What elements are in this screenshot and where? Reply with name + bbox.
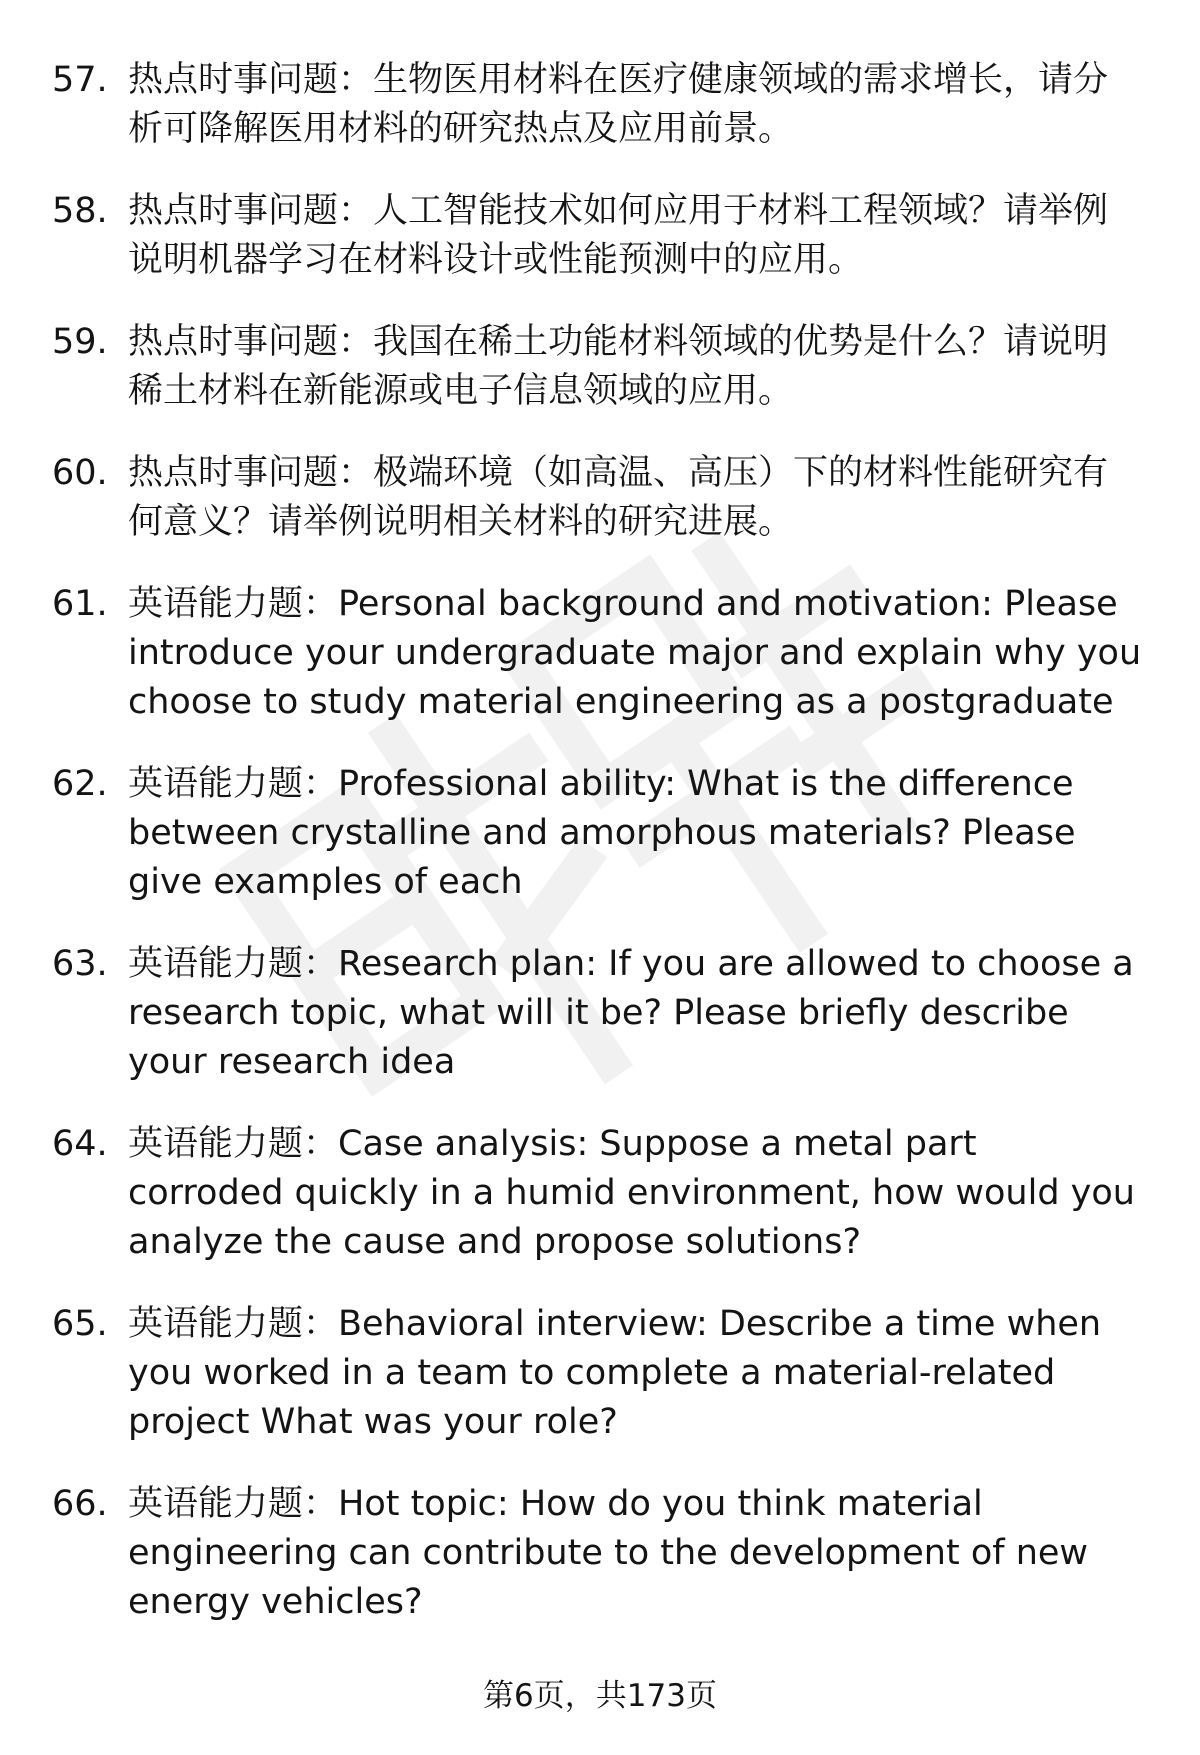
question-text: 英语能力题：Behavioral interview: Describe a time when you worked in a team to complete a material-related project What was your role? — [128, 1304, 1102, 1442]
question-number: 65. — [52, 1304, 108, 1344]
question-item — [52, 318, 1142, 416]
question-item — [52, 1120, 1142, 1267]
question-number: 59. — [52, 322, 108, 362]
question-text: 热点时事问题：极端环境（如高温、高压）下的材料性能研究有何意义？请举例说明相关材料的研究进展。 — [128, 453, 1109, 542]
question-text: 英语能力题：Personal background and motivation: Please introduce your undergraduate major and explain why you choose to study material engineering as a postgraduate — [128, 584, 1142, 722]
question-number: 63. — [52, 944, 108, 984]
question-item — [52, 449, 1142, 547]
question-number: 57. — [52, 60, 108, 100]
question-text: 热点时事问题：生物医用材料在医疗健康领域的需求增长，请分析可降解医用材料的研究热点及应用前景。 — [128, 60, 1109, 149]
question-item — [52, 187, 1142, 285]
question-number: 62. — [52, 764, 108, 804]
question-text: 英语能力题：Case analysis: Suppose a metal part corroded quickly in a humid environment, how would you analyze the cause and propose solutions? — [128, 1124, 1135, 1262]
question-number: 60. — [52, 453, 108, 493]
question-text: 英语能力题：Hot topic: How do you think material engineering can contribute to the development of new energy vehicles? — [128, 1484, 1089, 1622]
question-number: 61. — [52, 584, 108, 624]
question-text: 热点时事问题：我国在稀土功能材料领域的优势是什么？请说明稀土材料在新能源或电子信息领域的应用。 — [128, 322, 1109, 411]
question-item — [52, 940, 1142, 1087]
question-number: 58. — [52, 191, 108, 231]
question-item — [52, 760, 1142, 907]
question-number: 64. — [52, 1124, 108, 1164]
question-item — [52, 56, 1142, 154]
question-item — [52, 1300, 1142, 1447]
question-item — [52, 580, 1142, 727]
question-text: 英语能力题：Professional ability: What is the difference between crystalline and amorphous materials? Please give examples of each — [128, 764, 1076, 902]
question-number: 66. — [52, 1484, 108, 1524]
question-list — [52, 56, 1142, 1660]
question-text: 热点时事问题：人工智能技术如何应用于材料工程领域？请举例说明机器学习在材料设计或性能预测中的应用。 — [128, 191, 1109, 280]
page-indicator: 第6页，共173页 — [483, 1678, 717, 1714]
question-item — [52, 1480, 1142, 1627]
question-text: 英语能力题：Research plan: If you are allowed to choose a research topic, what will it be? Please briefly describe your research idea — [128, 944, 1134, 1082]
